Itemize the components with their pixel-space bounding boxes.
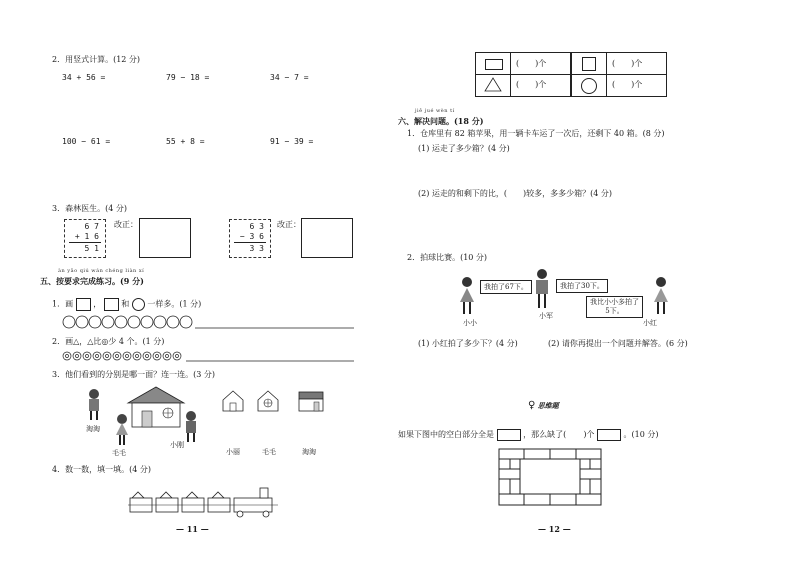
kid-name: 小小 (463, 319, 477, 327)
name-label: 毛毛 (262, 448, 276, 456)
brick-icon (597, 429, 621, 441)
child-figure-icon (457, 276, 477, 316)
square-icon (582, 57, 596, 71)
count-blank[interactable]: ( )个 (516, 80, 547, 89)
wrong-calc-2: 6 3 − 3 6 3 3 (229, 219, 271, 258)
rectangle-icon (485, 59, 503, 70)
child-figure-icon (651, 276, 671, 316)
brick-icon (497, 429, 521, 441)
kid-name: 小军 (539, 312, 553, 320)
triangle-icon (484, 77, 502, 92)
sec6-q2-2: (2) 请你再提出一个问题并解答。(6 分) (548, 339, 688, 348)
calc-item: 100 − 61 = (62, 137, 111, 146)
page-number: — 11 — (176, 524, 209, 534)
circle-icon (581, 78, 597, 94)
calc-item: 79 − 18 = (166, 73, 210, 82)
correct-label: 改正： (277, 220, 301, 229)
sec6-pinyin: jiě jué wèn tí (415, 108, 455, 114)
sec6-q2: 2．拍球比赛。(10 分) (407, 253, 488, 262)
sec6-q1: 1．仓库里有 82 箱苹果，用一辆卡车运了一次后，还剩下 40 箱。(8 分) (407, 129, 665, 138)
circle-icon (132, 298, 145, 311)
child-figure-icon (86, 388, 102, 422)
calc-item: 34 + 56 = (62, 73, 106, 82)
sec6-q2-1: (1) 小红拍了多少下？(4 分) (418, 339, 518, 348)
child-figure-icon (532, 268, 552, 310)
calc-item: 55 + 8 = (166, 137, 205, 146)
name-label: 淘淘 (86, 425, 100, 433)
name-label: 毛毛 (112, 449, 126, 457)
correction-box-2[interactable] (301, 218, 353, 258)
name-label: 小刚 (170, 441, 184, 449)
sec5-q1: 1．画 ， 和 一样多。(1 分) (52, 298, 201, 311)
name-label: 小丽 (226, 448, 240, 456)
child-figure-icon (183, 410, 199, 444)
correction-box-1[interactable] (139, 218, 191, 258)
sec5-pinyin: àn yāo qiú wán chéng liàn xí (58, 268, 145, 274)
square-icon (76, 298, 91, 311)
count-blank[interactable]: ( )个 (612, 59, 643, 68)
sec5-q3: 3．他们看到的分别是哪一面？连一连。(3 分) (52, 370, 215, 379)
sec5-q4: 4．数一数，填一填。(4 分) (52, 465, 151, 474)
challenge-badge: ♀ 思维题 (528, 400, 559, 411)
house-back-view-icon (298, 390, 324, 412)
square-icon (104, 298, 119, 311)
train-illustration (128, 480, 288, 518)
house-window-view-icon (257, 390, 279, 412)
sec6-q1-1: (1) 运走了多少箱？(4 分) (418, 144, 510, 153)
q2-title: 2．用竖式计算。(12 分) (52, 55, 141, 64)
correct-label: 改正： (114, 220, 138, 229)
count-blank[interactable]: ( )个 (516, 59, 547, 68)
sec5-q2: 2．画△，△比◎少 4 个。(1 分) (52, 337, 165, 346)
sec6-q1-2: (2) 运走的和剩下的比，( )较多，多多少箱？(4 分) (418, 189, 612, 198)
wrong-calc-1: 6 7 + 1 6 5 1 (64, 219, 106, 258)
house-side-view-icon (222, 390, 244, 412)
calc-item: 34 − 7 = (270, 73, 309, 82)
calc-item: 91 − 39 = (270, 137, 314, 146)
shape-count-table (475, 52, 667, 97)
sec6-title: 六、解决问题。(18 分) (398, 116, 484, 126)
kid-name: 小红 (643, 319, 657, 327)
page-number: — 12 — (538, 524, 571, 534)
circle-row (62, 315, 362, 331)
name-label: 淘淘 (302, 448, 316, 456)
brick-wall-figure (498, 448, 602, 506)
speech-bubble: 我拍了30下。 (556, 279, 608, 293)
count-blank[interactable]: ( )个 (612, 80, 643, 89)
speech-bubble: 我比小小多拍了 5下。 (586, 296, 643, 318)
challenge-question: 如果下图中的空白部分全是 ，那么缺了( )个 。(10 分) (398, 430, 659, 439)
q3-title: 3．森林医生。(4 分) (52, 204, 127, 213)
target-row (62, 351, 362, 363)
sec5-title: 五、按要求完成练习。(9 分) (40, 276, 144, 286)
bulb-icon: ♀ (528, 400, 536, 411)
house-illustration (126, 385, 186, 429)
child-figure-icon (114, 413, 130, 447)
speech-bubble: 我拍了67下。 (480, 280, 532, 294)
